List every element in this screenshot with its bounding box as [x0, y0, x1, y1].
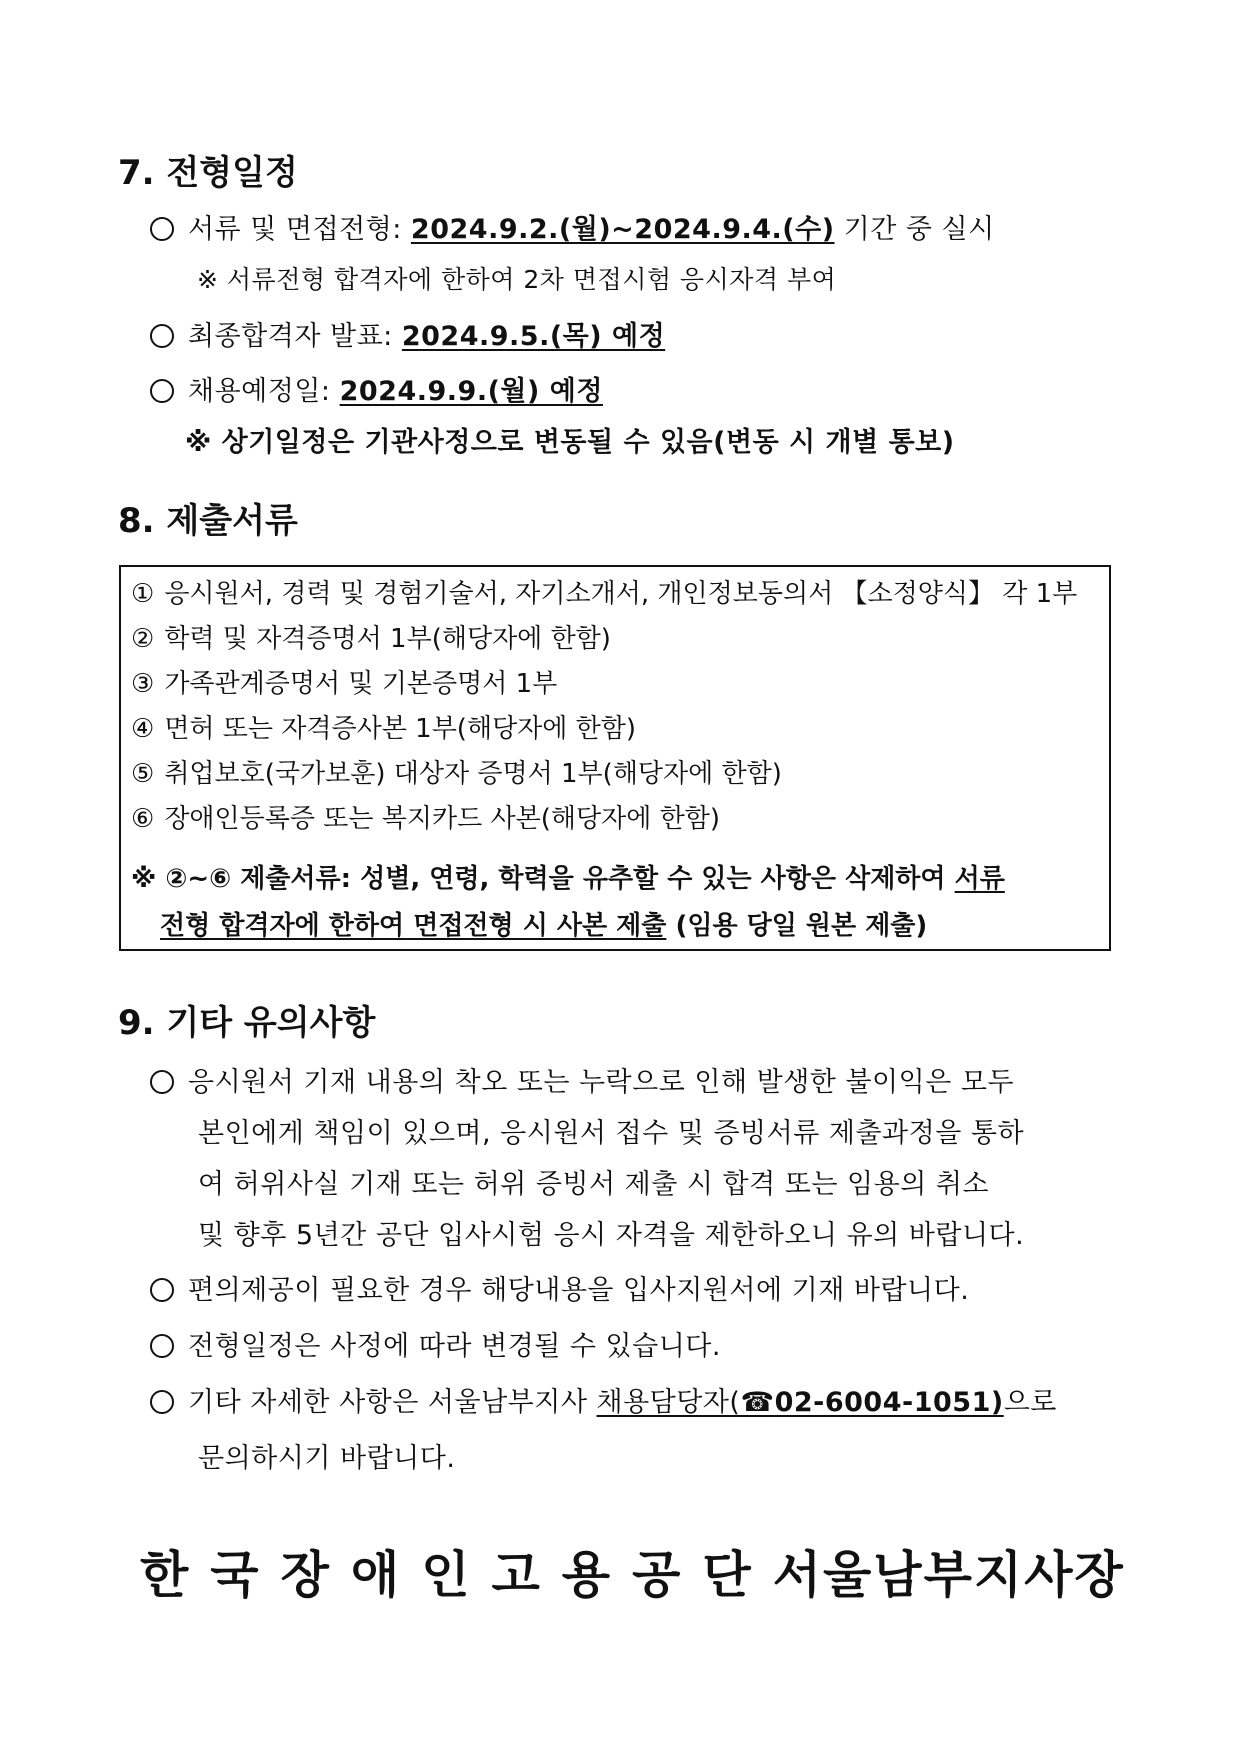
- issuer-signature: [140, 1535, 1125, 1607]
- section-9-heading: 9. 기타 유의사항: [118, 1003, 376, 1043]
- schedule-item-announcement: 최종합격자 발표: 2024.9.5.(목) 예정: [150, 314, 665, 353]
- circle-bullet-icon: [150, 379, 174, 403]
- circle-bullet-icon: [150, 1334, 174, 1358]
- notice-item-1-line-4: 및 향후 5년간 공단 입사시험 응시 자격을 제한하오니 유의 바랍니다.: [198, 1220, 1025, 1251]
- notice-item-4: 기타 자세한 사항은 서울남부지사 채용담당자(☎02-6004-1051)으로: [150, 1380, 1057, 1419]
- screening-note: ※ 서류전형 합격자에 한하여 2차 면접시험 응시자격 부여: [197, 265, 837, 294]
- circle-bullet-icon: [150, 217, 174, 241]
- notice-item-1-line-1: 응시원서 기재 내용의 착오 또는 누락으로 인해 발생한 불이익은 모두: [150, 1060, 1014, 1099]
- document-item: ① 응시원서, 경력 및 경험기술서, 자기소개서, 개인정보동의서 【소정양식】 각 1부: [131, 579, 1078, 609]
- schedule-item-screening: 서류 및 면접전형: 2024.9.2.(월)~2024.9.4.(수) 기간 중 실시: [150, 207, 995, 246]
- announcement-date: 2024.9.5.(목) 예정: [401, 321, 666, 352]
- circle-bullet-icon: [150, 324, 174, 348]
- screening-dates: 2024.9.2.(월)~2024.9.4.(수): [410, 214, 835, 245]
- notice-item-3: 전형일정은 사정에 따라 변경될 수 있습니다.: [150, 1324, 721, 1363]
- documents-note-line-1: ※ ②~⑥ 제출서류: 성별, 연령, 학력을 유추할 수 있는 사항은 삭제하여 서류: [131, 864, 1005, 894]
- circle-bullet-icon: [150, 1278, 174, 1302]
- document-item: ② 학력 및 자격증명서 1부(해당자에 한함): [131, 624, 611, 654]
- section-7-heading: 7. 전형일정: [118, 153, 298, 193]
- document-item: ④ 면허 또는 자격증사본 1부(해당자에 한함): [131, 714, 637, 744]
- circle-bullet-icon: [150, 1070, 174, 1094]
- notice-item-4-line-2: 문의하시기 바랍니다.: [198, 1443, 456, 1474]
- schedule-item-hiring-date: 채용예정일: 2024.9.9.(월) 예정: [150, 369, 603, 408]
- document-item: ⑤ 취업보호(국가보훈) 대상자 증명서 1부(해당자에 한함): [131, 759, 782, 789]
- notice-item-2: 편의제공이 필요한 경우 해당내용을 입사지원서에 기재 바랍니다.: [150, 1268, 969, 1307]
- section-8-heading: 8. 제출서류: [118, 501, 298, 541]
- notice-item-1-line-2: 본인에게 책임이 있으며, 응시원서 접수 및 증빙서류 제출과정을 통하: [198, 1118, 1025, 1149]
- phone-icon: ☎: [740, 1387, 775, 1418]
- organization-name: 한국장애인고용공단: [140, 1546, 773, 1604]
- branch-title: 서울남부지사장: [772, 1546, 1125, 1604]
- circle-bullet-icon: [150, 1390, 174, 1414]
- schedule-change-note: ※ 상기일정은 기관사정으로 변동될 수 있음(변동 시 개별 통보): [185, 427, 955, 458]
- phone-number: 02-6004-1051): [774, 1387, 1004, 1418]
- document-item: ⑥ 장애인등록증 또는 복지카드 사본(해당자에 한함): [131, 804, 720, 834]
- document-item: ③ 가족관계증명서 및 기본증명서 1부: [131, 669, 558, 699]
- contact-link[interactable]: 채용담당자(☎02-6004-1051): [596, 1387, 1004, 1418]
- documents-note-line-2: 전형 합격자에 한하여 면접전형 시 사본 제출 (임용 당일 원본 제출): [160, 911, 928, 941]
- hiring-date: 2024.9.9.(월) 예정: [339, 376, 603, 407]
- notice-item-1-line-3: 여 허위사실 기재 또는 허위 증빙서 제출 시 합격 또는 임용의 취소: [198, 1169, 990, 1200]
